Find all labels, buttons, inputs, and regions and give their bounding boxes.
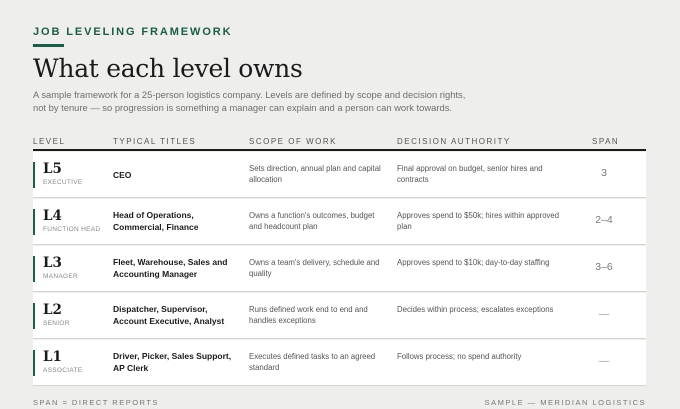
typical-titles: Driver, Picker, Sales Support, AP Clerk bbox=[113, 351, 232, 373]
scope-of-work: Owns a team's delivery, schedule and quality bbox=[249, 258, 380, 278]
page-title: What each level owns bbox=[33, 54, 303, 83]
column-header-titles: TYPICAL TITLES bbox=[113, 137, 197, 146]
column-header-scope: SCOPE OF WORK bbox=[249, 137, 337, 146]
level-name: EXECUTIVE bbox=[43, 179, 83, 186]
column-header-span: SPAN bbox=[592, 137, 620, 146]
level-accent-bar bbox=[33, 209, 35, 235]
span-value: — bbox=[598, 355, 610, 367]
table-row bbox=[33, 246, 646, 292]
column-header-authority: DECISION AUTHORITY bbox=[397, 137, 511, 146]
level-code: L4 bbox=[43, 208, 62, 224]
typical-titles: Fleet, Warehouse, Sales and Accounting Manager bbox=[113, 257, 228, 279]
scope-of-work: Owns a function's outcomes, budget and headcount plan bbox=[249, 211, 375, 231]
header-rule bbox=[33, 149, 646, 151]
column-header-level: LEVEL bbox=[33, 137, 66, 146]
decision-authority: Final approval on budget, senior hires and contracts bbox=[397, 164, 543, 184]
table-row bbox=[33, 293, 646, 339]
span-value: — bbox=[598, 308, 610, 320]
level-accent-bar bbox=[33, 256, 35, 282]
scope-of-work: Executes defined tasks to an agreed standard bbox=[249, 352, 376, 372]
decision-authority: Approves spend to $10k; day-to-day staffing bbox=[397, 258, 550, 267]
level-code: L1 bbox=[43, 349, 62, 365]
footer-note: SPAN = DIRECT REPORTS bbox=[33, 398, 159, 407]
span-value: 3 bbox=[601, 167, 607, 179]
decision-authority: Approves spend to $50k; hires within approved plan bbox=[397, 211, 560, 231]
level-code: L3 bbox=[43, 255, 62, 271]
decision-authority: Follows process; no spend authority bbox=[397, 352, 522, 361]
table-row bbox=[33, 340, 646, 386]
level-name: FUNCTION HEAD bbox=[43, 226, 101, 233]
scope-of-work: Runs defined work end to end and handles exceptions bbox=[249, 305, 368, 325]
level-code: L2 bbox=[43, 302, 62, 318]
span-value: 3–6 bbox=[595, 261, 613, 273]
level-accent-bar bbox=[33, 303, 35, 329]
page-subtitle: A sample framework for a 25-person logistics company. Levels are defined by scope and decision rights, not by tenure — so progression is something a manager can explain and a person can work towards. bbox=[33, 89, 466, 113]
eyebrow-rule bbox=[33, 44, 64, 47]
level-accent-bar bbox=[33, 350, 35, 376]
typical-titles: Dispatcher, Supervisor, Account Executive, Analyst bbox=[113, 304, 225, 326]
table-row bbox=[33, 199, 646, 245]
level-name: SENIOR bbox=[43, 320, 70, 327]
level-accent-bar bbox=[33, 162, 35, 188]
decision-authority: Decides within process; escalates exceptions bbox=[397, 305, 554, 314]
level-name: MANAGER bbox=[43, 273, 78, 280]
level-name: ASSOCIATE bbox=[43, 367, 83, 374]
table-row bbox=[33, 152, 646, 198]
footer-source: SAMPLE — MERIDIAN LOGISTICS bbox=[484, 398, 646, 407]
scope-of-work: Sets direction, annual plan and capital allocation bbox=[249, 164, 381, 184]
typical-titles: Head of Operations, Commercial, Finance bbox=[113, 210, 199, 232]
span-value: 2–4 bbox=[595, 214, 613, 226]
level-code: L5 bbox=[43, 161, 62, 177]
eyebrow-label: JOB LEVELING FRAMEWORK bbox=[33, 26, 233, 38]
typical-titles: CEO bbox=[113, 170, 132, 180]
